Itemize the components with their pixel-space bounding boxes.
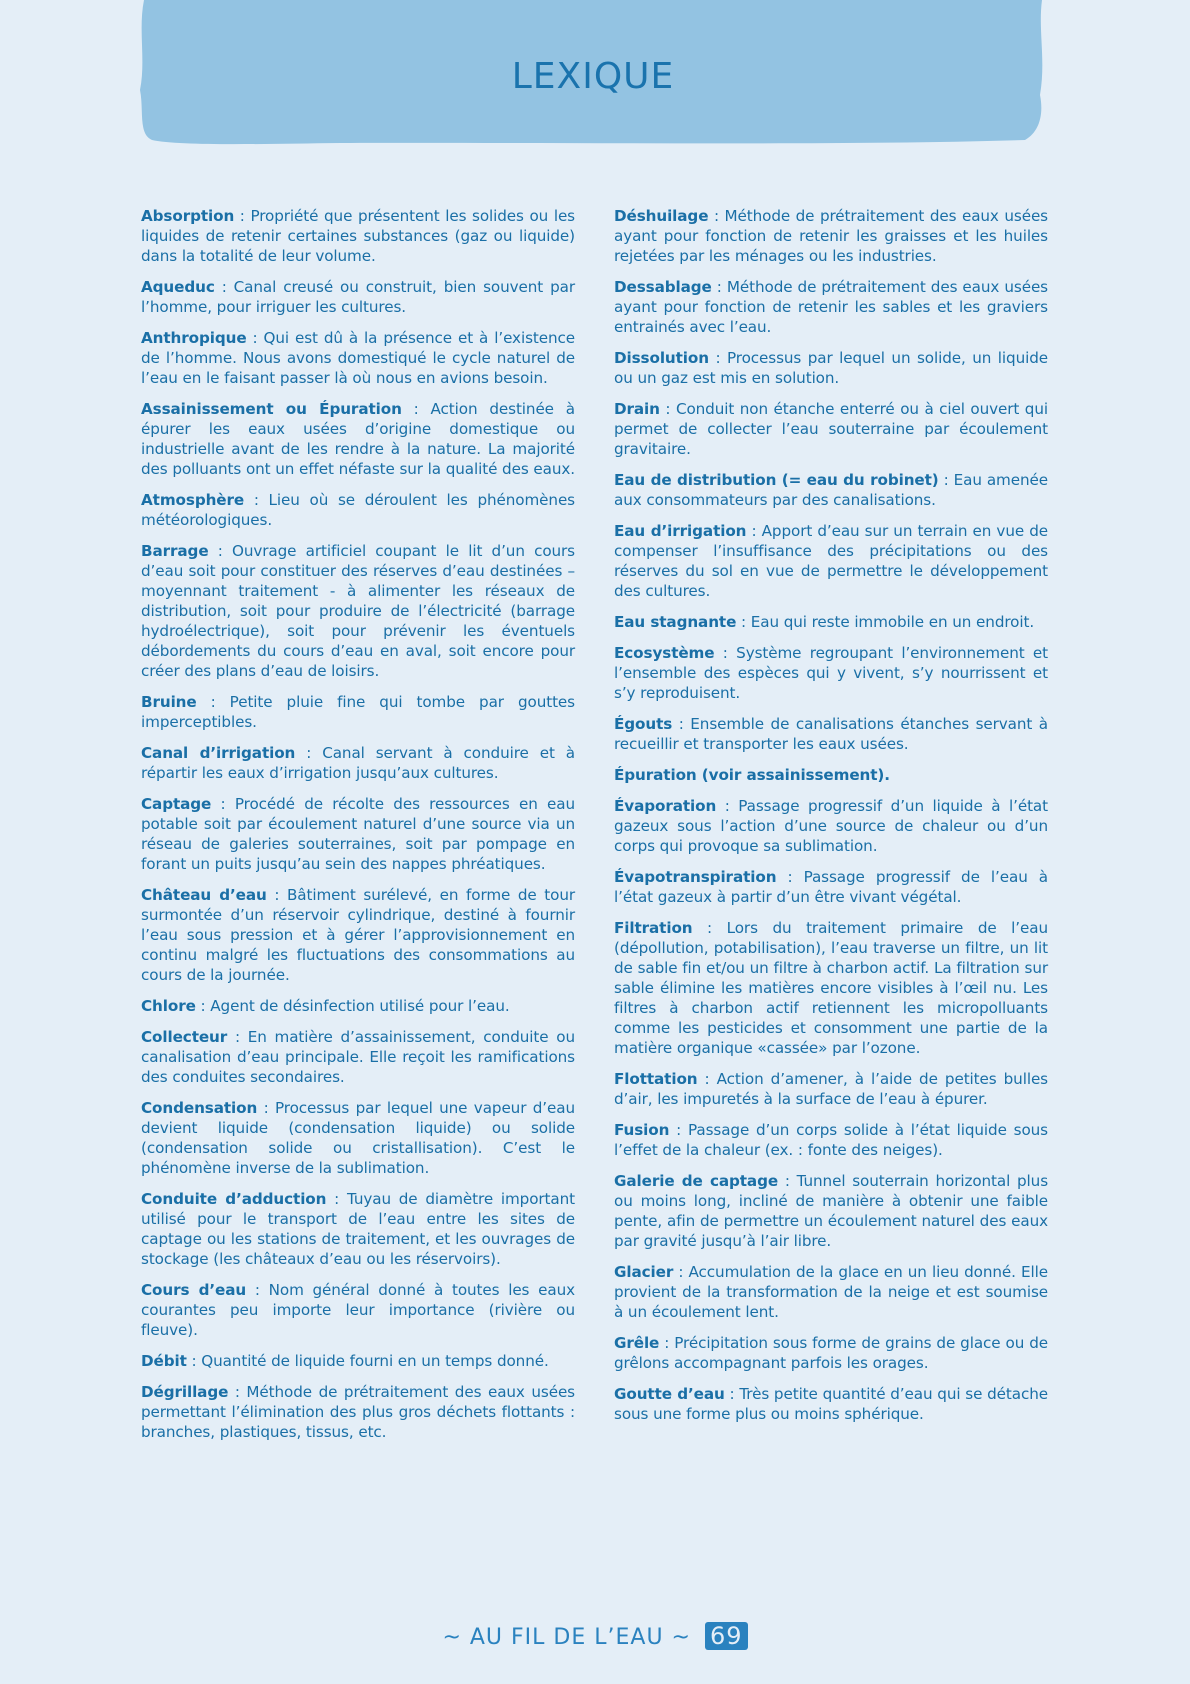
glossary	[141, 206, 1048, 1453]
glossary-definition: : Quantité de liquide fourni en un temps donné.	[186, 1352, 549, 1370]
glossary-definition: : Apport d’eau sur un terrain en vue de compenser l’insuffisance des précipitations ou des réserves du sol en vue de permettre le développement des cultures.	[614, 522, 1048, 600]
glossary-term: Bruine	[141, 693, 197, 711]
glossary-entry	[614, 1069, 1048, 1109]
glossary-definition: : Nom général donné à toutes les eaux courantes peu importe leur importance (rivière ou fleuve).	[141, 1281, 575, 1339]
glossary-definition: : Conduit non étanche enterré ou à ciel ouvert qui permet de collecter l’eau souterraine par écoulement gravitaire.	[614, 400, 1048, 458]
glossary-entry	[614, 867, 1048, 907]
glossary-definition: : Action d’amener, à l’aide de petites bulles d’air, les impuretés à la surface de l’eau à épurer.	[614, 1070, 1048, 1108]
glossary-entry	[614, 612, 1048, 632]
glossary-entry	[614, 277, 1048, 337]
glossary-entry	[141, 490, 575, 530]
glossary-entry	[614, 796, 1048, 856]
glossary-definition: : Passage progressif d’un liquide à l’état gazeux sous l’action d’une source de chaleur ou d’un corps qui provoque sa sublimation.	[614, 797, 1048, 855]
glossary-definition: : Méthode de prétraitement des eaux usées permettant l’élimination des plus gros déchets flottants : branches, plastiques, tissus, etc.	[141, 1383, 575, 1441]
footer-title: ~ AU FIL DE L’EAU ~	[442, 1625, 691, 1650]
glossary-definition: : Lors du traitement primaire de l’eau (dépollution, potabilisation), l’eau traverse un filtre, un lit de sable fin et/ou un filtre à charbon actif. La filtration sur sable élimine les matières encore visibles à l’œil nu. Les filtres à charbon actif retiennent les micropolluants comme les pesticides et consomment une partie de la matière organique «cassée» par l’ozone.	[614, 919, 1048, 1057]
glossary-entry	[614, 1333, 1048, 1373]
glossary-term: Chlore	[141, 997, 196, 1015]
glossary-definition: : Processus par lequel une vapeur d’eau devient liquide (condensation liquide) ou solide (condensation solide ou cristallisation). C’est le phénomène inverse de la sublimation.	[141, 1099, 575, 1177]
glossary-entry	[614, 714, 1048, 754]
glossary-entry	[614, 470, 1048, 510]
glossary-term: Eau d’irrigation	[614, 522, 747, 540]
glossary-definition: : Propriété que présentent les solides ou les liquides de retenir certaines substances (gaz ou liquide) dans la totalité de leur volume.	[141, 207, 575, 265]
glossary-entry	[614, 1384, 1048, 1424]
glossary-entry	[141, 1280, 575, 1340]
glossary-term: Dégrillage	[141, 1383, 229, 1401]
glossary-entry	[141, 692, 575, 732]
glossary-definition: : Très petite quantité d’eau qui se détache sous une forme plus ou moins sphérique.	[614, 1385, 1049, 1423]
glossary-term: Conduite d’adduction	[141, 1190, 327, 1208]
glossary-entry	[141, 996, 575, 1016]
glossary-term: Eau de distribution (= eau du robinet)	[614, 471, 939, 489]
glossary-definition: : Méthode de prétraitement des eaux usées ayant pour fonction de retenir les sables et les graviers entrainés avec l’eau.	[614, 278, 1048, 336]
glossary-term: Barrage	[141, 542, 209, 560]
glossary-definition: : Agent de désinfection utilisé pour l’eau.	[195, 997, 510, 1015]
glossary-term: Captage	[141, 795, 212, 813]
glossary-term: Fusion	[614, 1121, 670, 1139]
glossary-entry	[141, 794, 575, 874]
page-number: 69	[705, 1622, 748, 1650]
glossary-definition: : Action destinée à épurer les eaux usées d’origine domestique ou industrielle avant de les rendre à la nature. La majorité des polluants ont un effet néfaste sur la qualité des eaux.	[141, 400, 575, 478]
glossary-term: Eau stagnante	[614, 613, 737, 631]
glossary-term: Évaporation	[614, 797, 717, 815]
glossary-entry	[141, 206, 575, 266]
glossary-entry	[141, 399, 575, 479]
glossary-definition: : Qui est dû à la présence et à l’existence de l’homme. Nous avons domestiqué le cycle naturel de l’eau en le faisant passer là où nous en avions besoin.	[141, 329, 575, 387]
glossary-term: Glacier	[614, 1263, 674, 1281]
glossary-definition: : Canal servant à conduire et à répartir les eaux d’irrigation jusqu’aux cultures.	[141, 744, 576, 782]
glossary-term: Absorption	[141, 207, 235, 225]
glossary-entry	[141, 1098, 575, 1178]
glossary-definition: : Système regroupant l’environnement et l’ensemble des espèces qui y vivent, s’y nourrissent et s’y reproduisent.	[614, 644, 1048, 702]
glossary-term: Épuration (voir assainissement).	[614, 766, 890, 784]
glossary-term: Goutte d’eau	[614, 1385, 725, 1403]
glossary-entry	[614, 765, 1048, 785]
glossary-term: Drain	[614, 400, 660, 418]
page-title: LEXIQUE	[511, 56, 675, 97]
glossary-definition: : Ensemble de canalisations étanches servant à recueillir et transporter les eaux usées.	[614, 715, 1048, 753]
glossary-term: Château d’eau	[141, 886, 267, 904]
glossary-definition: : Tuyau de diamètre important utilisé pour le transport de l’eau entre les sites de captage ou les stations de traitement, et les ouvrages de stockage (les châteaux d’eau ou les réservoirs).	[141, 1190, 575, 1268]
glossary-term: Évapotranspiration	[614, 868, 777, 886]
glossary-entry	[141, 1382, 575, 1442]
glossary-definition: : Ouvrage artificiel coupant le lit d’un cours d’eau soit pour constituer des réserves d’eau destinées – moyennant traitement - à alimenter les réseaux de distribution, soit pour produire de l’électricité (barrage hydroélectrique), soit pour prévenir les éventuels débordements du cours d’eau en aval, soit encore pour créer des plans d’eau de loisirs.	[141, 542, 575, 680]
glossary-definition: : En matière d’assainissement, conduite ou canalisation d’eau principale. Elle reçoit les ramifications des conduites secondaires.	[141, 1028, 575, 1086]
glossary-definition: : Procédé de récolte des ressources en eau potable soit par écoulement naturel d’une source via un réseau de galeries souterraines, soit par pompage en forant un puits jusqu’au sein des nappes phréatiques.	[141, 795, 575, 873]
header-banner	[140, 0, 1046, 146]
glossary-entry	[141, 541, 575, 681]
glossary-term: Collecteur	[141, 1028, 228, 1046]
glossary-column-right	[614, 206, 1048, 1453]
glossary-term: Cours d’eau	[141, 1281, 247, 1299]
glossary-term: Canal d’irrigation	[141, 744, 296, 762]
glossary-column-left	[141, 206, 575, 1453]
glossary-entry	[614, 1262, 1048, 1322]
glossary-definition: : Bâtiment surélevé, en forme de tour surmontée d’un réservoir cylindrique, destiné à fournir l’eau sous pression et à gérer l’approvisionnement en continu malgré les fluctuations des consommations au cours de la journée.	[141, 886, 575, 984]
glossary-definition: : Passage progressif de l’eau à l’état gazeux à partir d’un être vivant végétal.	[614, 868, 1048, 906]
glossary-term: Aqueduc	[141, 278, 215, 296]
glossary-entry	[614, 643, 1048, 703]
glossary-entry	[141, 277, 575, 317]
glossary-term: Filtration	[614, 919, 693, 937]
glossary-definition: : Lieu où se déroulent les phénomènes météorologiques.	[141, 491, 575, 529]
page-footer	[0, 1622, 1190, 1650]
glossary-entry	[141, 1351, 575, 1371]
glossary-entry	[614, 1120, 1048, 1160]
glossary-entry	[141, 885, 575, 985]
glossary-entry	[614, 348, 1048, 388]
glossary-term: Grêle	[614, 1334, 660, 1352]
glossary-term: Dissolution	[614, 349, 709, 367]
glossary-term: Condensation	[141, 1099, 258, 1117]
glossary-definition: : Précipitation sous forme de grains de glace ou de grêlons accompagnant parfois les orages.	[614, 1334, 1048, 1372]
glossary-term: Égouts	[614, 715, 673, 733]
glossary-entry	[141, 743, 575, 783]
glossary-definition: : Accumulation de la glace en un lieu donné. Elle provient de la transformation de la neige et est soumise à un écoulement lent.	[614, 1263, 1048, 1321]
glossary-entry	[141, 1189, 575, 1269]
glossary-definition: : Passage d’un corps solide à l’état liquide sous l’effet de la chaleur (ex. : fonte des neiges).	[614, 1121, 1048, 1159]
glossary-term: Anthropique	[141, 329, 247, 347]
glossary-term: Dessablage	[614, 278, 712, 296]
glossary-definition: : Eau amenée aux consommateurs par des canalisations.	[614, 471, 1049, 509]
glossary-entry	[614, 206, 1048, 266]
glossary-definition: : Méthode de prétraitement des eaux usées ayant pour fonction de retenir les graisses et les huiles rejetées par les ménages ou les industries.	[614, 207, 1048, 265]
glossary-term: Galerie de captage	[614, 1172, 779, 1190]
glossary-term: Atmosphère	[141, 491, 245, 509]
glossary-definition: : Eau qui reste immobile en un endroit.	[736, 613, 1035, 631]
glossary-term: Assainissement ou Épuration	[141, 400, 402, 418]
glossary-entry	[141, 328, 575, 388]
glossary-definition: : Canal creusé ou construit, bien souvent par l’homme, pour irriguer les cultures.	[141, 278, 575, 316]
glossary-term: Déshuilage	[614, 207, 709, 225]
glossary-entry	[141, 1027, 575, 1087]
glossary-definition: : Processus par lequel un solide, un liquide ou un gaz est mis en solution.	[614, 349, 1048, 387]
glossary-definition: : Tunnel souterrain horizontal plus ou moins long, incliné de manière à obtenir une faible pente, afin de permettre un écoulement naturel des eaux par gravité jusqu’à l’air libre.	[614, 1172, 1049, 1250]
glossary-entry	[614, 399, 1048, 459]
glossary-term: Débit	[141, 1352, 187, 1370]
glossary-term: Flottation	[614, 1070, 698, 1088]
glossary-term: Ecosystème	[614, 644, 715, 662]
glossary-entry	[614, 918, 1048, 1058]
glossary-entry	[614, 1171, 1048, 1251]
glossary-definition: : Petite pluie fine qui tombe par gouttes imperceptibles.	[141, 693, 575, 731]
glossary-entry	[614, 521, 1048, 601]
